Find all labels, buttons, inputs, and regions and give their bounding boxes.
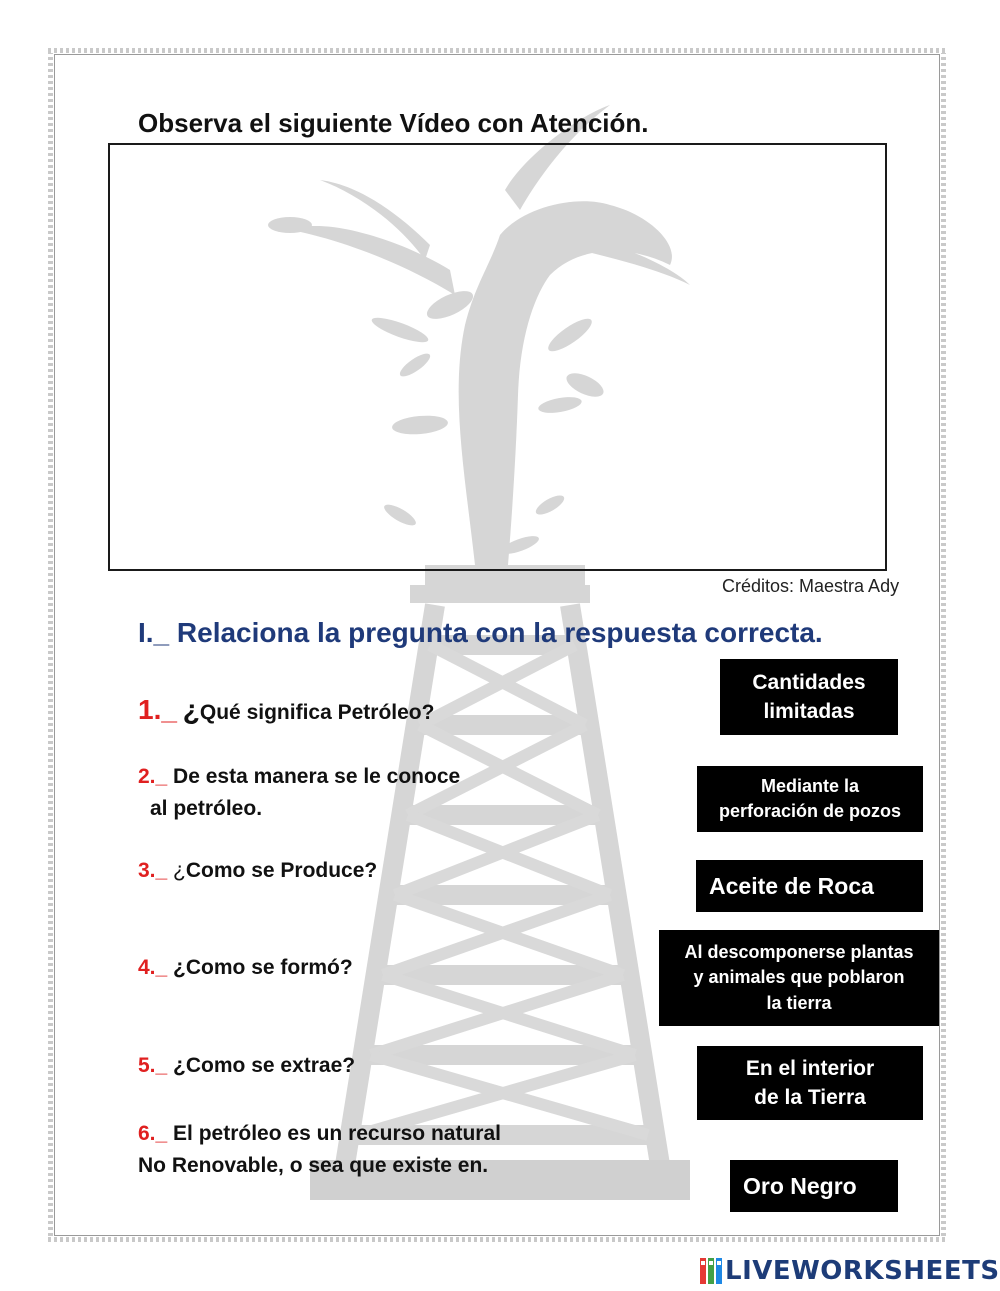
question-text-line1: El petróleo es un recurso natural	[173, 1122, 501, 1145]
answer-line2: perforación de pozos	[718, 801, 902, 821]
section-title: I._ Relaciona la pregunta con la respuesta correcta.	[138, 617, 823, 648]
question-1	[138, 694, 434, 729]
question-open-mark: ¿	[182, 694, 200, 725]
question-number: 3._	[138, 859, 168, 882]
answer-line1: En el interior	[745, 1056, 875, 1080]
question-number: 4._	[138, 956, 168, 979]
question-text: ¿Como se extrae?	[173, 1054, 356, 1077]
answer-line1: Cantidades	[752, 670, 866, 694]
answer-box-3[interactable]	[696, 860, 923, 912]
credits-text: Créditos: Maestra Ady	[722, 576, 900, 596]
question-text: ¿Como se formó?	[173, 956, 353, 979]
question-text: Como se Produce?	[185, 859, 378, 882]
answer-line2: de la Tierra	[754, 1086, 866, 1109]
answer-line1: Mediante la	[760, 775, 860, 796]
answer-line1: Aceite de Roca	[709, 872, 874, 899]
question-6	[138, 1118, 501, 1182]
answer-box-1[interactable]	[720, 659, 898, 735]
liveworksheets-logo	[700, 1256, 1000, 1286]
video-frame[interactable]	[108, 143, 887, 571]
answer-box-4[interactable]	[659, 930, 939, 1026]
logo-icon	[700, 1258, 722, 1284]
question-5	[138, 1050, 355, 1082]
question-4	[138, 952, 353, 984]
answer-box-5[interactable]	[697, 1046, 923, 1120]
question-text-line2: No Renovable, o sea que existe en.	[138, 1154, 489, 1177]
question-2	[138, 761, 460, 825]
answer-line2: y animales que poblaron	[693, 967, 905, 988]
answer-line3: la tierra	[766, 992, 832, 1013]
worksheet-title: Observa el siguiente Vídeo con Atención.	[138, 108, 649, 138]
answer-box-2[interactable]	[697, 766, 923, 832]
answer-line1: Al descomponerse plantas	[684, 942, 914, 963]
question-open-mark: ¿	[173, 859, 186, 882]
question-text-line1: De esta manera se le conoce	[173, 765, 461, 788]
question-text-line2: al petróleo.	[150, 797, 263, 820]
question-number: 1._	[138, 694, 177, 725]
question-number: 6._	[138, 1122, 168, 1145]
answer-line2: limitadas	[763, 700, 855, 723]
question-number: 5._	[138, 1054, 168, 1077]
answer-line1: Oro Negro	[743, 1172, 857, 1199]
answer-box-6[interactable]	[730, 1160, 898, 1212]
question-text: Qué significa Petróleo?	[199, 701, 435, 724]
question-3	[138, 855, 377, 887]
logo-text: LIVEWORKSHEETS	[725, 1256, 1000, 1286]
question-number: 2._	[138, 765, 168, 788]
